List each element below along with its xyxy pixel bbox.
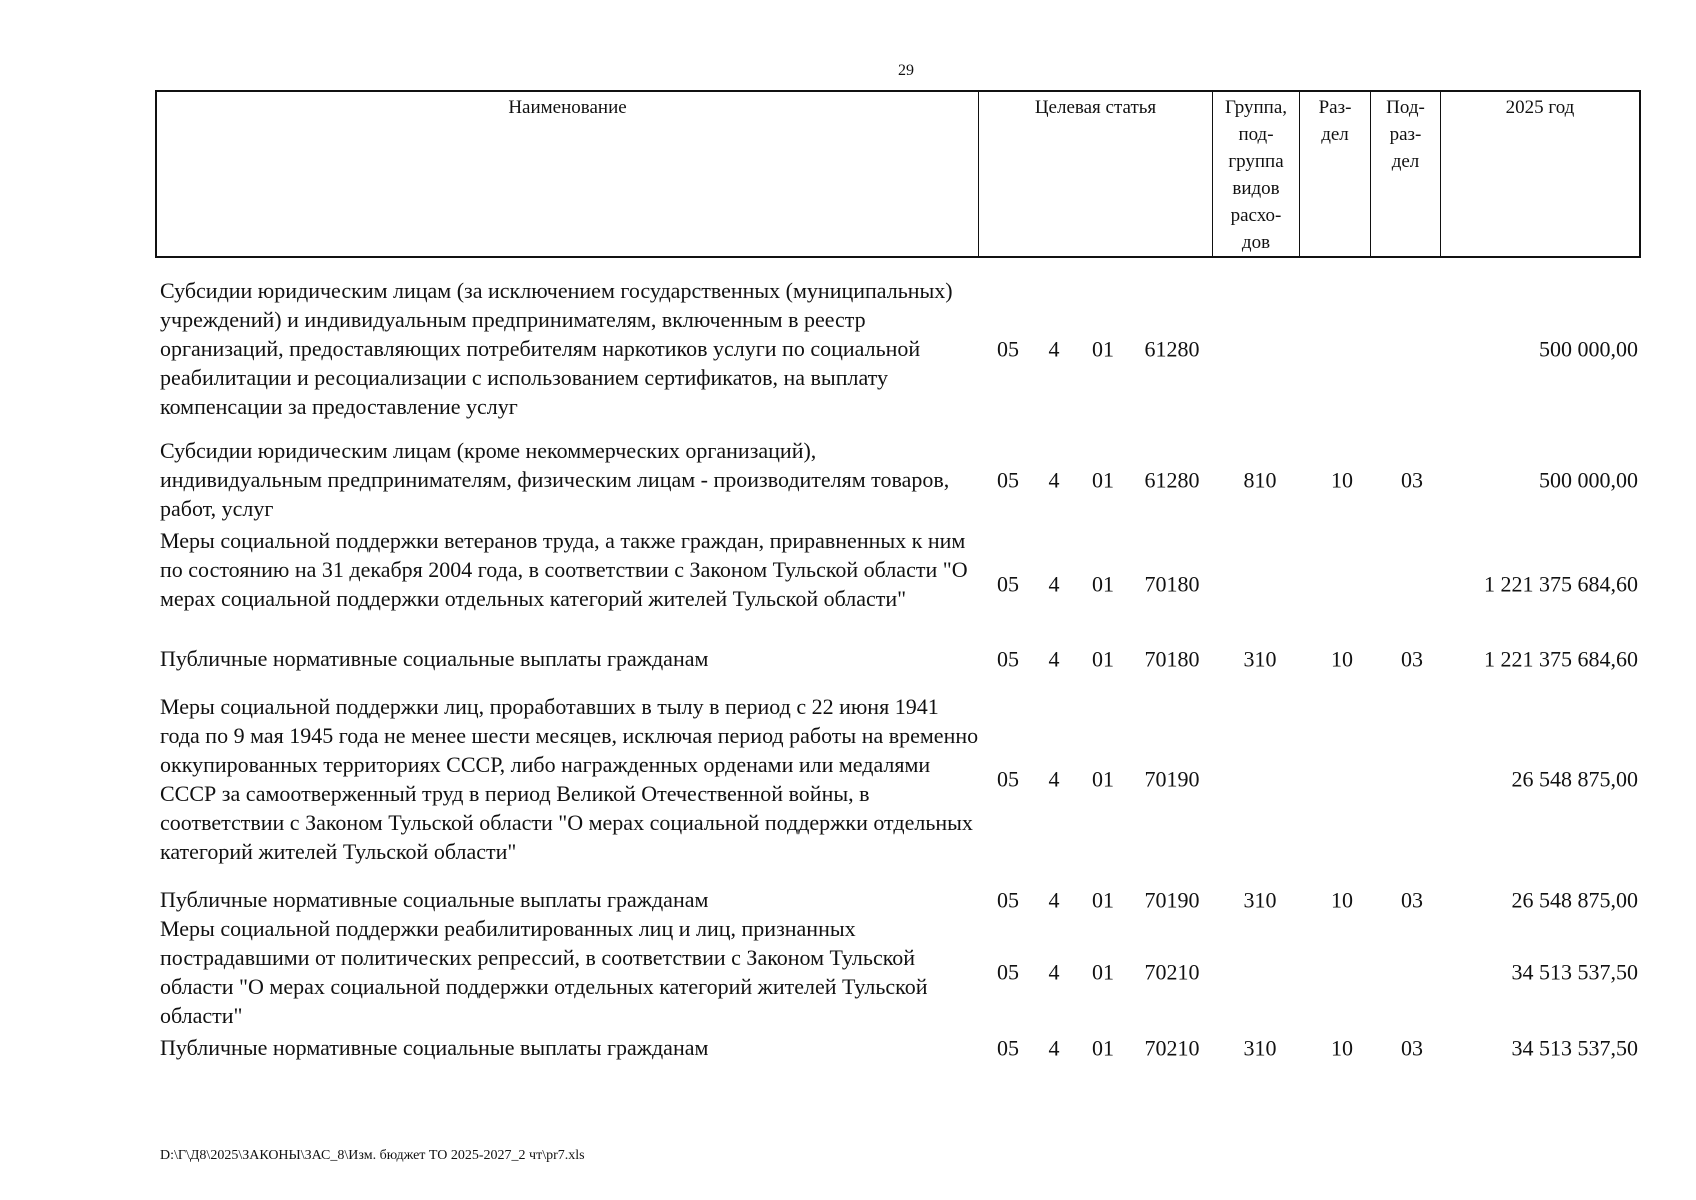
row-name: Меры социальной поддержки ветеранов труда, а также граждан, приравненных к ним по состоянию на 31 декабря 2004 года, в соответствии с Законом Тульской области "О мерах социальной поддержки отдельных категорий жителей Тульской области" [160,528,968,611]
row-group: 310 [1243,1035,1277,1060]
header-group-line: расхо- [1230,205,1282,226]
row-code-4: 70180 [1144,571,1200,597]
table-row [160,526,1640,642]
row-code-3: 01 [1092,467,1114,492]
header-target-article: Целевая статья [979,92,1213,256]
row-subsection: 03 [1401,646,1423,671]
row-code-1: 05 [997,766,1019,792]
row-code-1: 05 [997,467,1019,492]
row-amount: 26 548 875,00 [1511,766,1638,792]
row-name: Публичные нормативные социальные выплаты гражданам [160,646,709,671]
header-subsection-line: дел [1391,151,1420,172]
row-subsection: 03 [1401,1035,1423,1060]
header-section [1300,92,1371,256]
row-code-4: 70210 [1144,959,1200,985]
header-year: 2025 год [1505,97,1575,118]
row-code-4: 70210 [1144,1035,1200,1060]
row-amount: 34 513 537,50 [1511,1035,1638,1060]
table-row [160,692,1640,866]
row-code-1: 05 [997,887,1019,912]
row-code-2: 4 [1048,887,1060,912]
row-code-4: 70190 [1144,766,1200,792]
header-subsection-line: раз- [1389,124,1422,145]
row-code-1: 05 [997,959,1019,985]
header-group-line: Группа, [1224,97,1288,118]
file-path-footer: D:\Г\Д8\2025\ЗАКОНЫ\ЗАС_8\Изм. бюджет ТО 2025-2027_2 чт\pr7.xls [160,1148,585,1163]
row-code-2: 4 [1048,959,1060,985]
row-code-2: 4 [1048,571,1060,597]
header-subsection-line: Под- [1386,97,1425,118]
table-row [160,644,1640,673]
row-code-2: 4 [1048,336,1060,361]
row-code-2: 4 [1048,766,1060,792]
table-row [160,914,1640,1030]
header-subsection [1371,92,1441,256]
row-section: 10 [1331,646,1353,671]
header-group-line: видов [1232,178,1280,199]
row-name: Субсидии юридическим лицам (кроме некоммерческих организаций), индивидуальным предпринимателям, физическим лицам - производителям товаров, работ, услуг [160,438,950,521]
page-number: 29 [898,62,914,79]
header-section-line: Раз- [1318,97,1352,118]
row-code-4: 70180 [1144,646,1200,671]
row-section: 10 [1331,1035,1353,1060]
row-code-3: 01 [1092,646,1114,671]
row-code-3: 01 [1092,336,1114,361]
row-code-1: 05 [997,646,1019,671]
row-code-4: 61280 [1144,336,1200,361]
row-amount: 500 000,00 [1539,336,1638,361]
row-amount: 1 221 375 684,60 [1484,571,1638,597]
table-row [160,1033,1640,1062]
table-header [155,90,1641,258]
row-amount: 500 000,00 [1539,467,1638,492]
header-group-line: дов [1241,232,1271,253]
header-group [1213,92,1300,256]
row-code-1: 05 [997,1035,1019,1060]
row-group: 310 [1243,887,1277,912]
row-section: 10 [1331,467,1353,492]
row-name: Меры социальной поддержки лиц, проработавших в тылу в период с 22 июня 1941 года по 9 мая 1945 года не менее шести месяцев, исключая период работы на временно оккупированных территориях СССР, либо награжденных орденами или медалями СССР за самоотверженный труд в период Великой Отечественной войны, в соответствии с Законом Тульской области "О мерах социальной поддержки отдельных категорий жителей Тульской области" [160,694,979,864]
row-section: 10 [1331,887,1353,912]
header-group-line: группа [1228,151,1284,172]
row-subsection: 03 [1401,887,1423,912]
row-code-3: 01 [1092,766,1114,792]
row-group: 310 [1243,646,1277,671]
row-code-2: 4 [1048,1035,1060,1060]
row-name: Публичные нормативные социальные выплаты гражданам [160,887,709,912]
header-section-line: дел [1321,124,1349,145]
table-row [160,276,1640,421]
row-code-3: 01 [1092,959,1114,985]
row-subsection: 03 [1401,467,1423,492]
header-group-line: под- [1238,124,1274,145]
header-name: Наименование [157,92,979,256]
row-code-2: 4 [1048,646,1060,671]
row-amount: 26 548 875,00 [1511,887,1638,912]
table-row [160,436,1640,523]
row-code-1: 05 [997,336,1019,361]
row-name: Субсидии юридическим лицам (за исключением государственных (муниципальных) учреждений) и индивидуальным предпринимателям, включенным в реестр организаций, предоставляющих потребителям наркотиков услуги по социальной реабилитации и ресоциализации с использованием сертификатов, на выплату компенсации за предоставление услуг [160,278,953,419]
row-code-3: 01 [1092,1035,1114,1060]
row-name: Публичные нормативные социальные выплаты гражданам [160,1035,709,1060]
row-amount: 34 513 537,50 [1511,959,1638,985]
row-code-4: 70190 [1144,887,1200,912]
table-row [160,885,1640,914]
row-code-3: 01 [1092,887,1114,912]
row-code-4: 61280 [1144,467,1200,492]
row-code-2: 4 [1048,467,1060,492]
row-name: Меры социальной поддержки реабилитированных лиц и лиц, признанных пострадавшими от политических репрессий, в соответствии с Законом Тульской области "О мерах социальной поддержки отдельных категорий жителей Тульской области" [160,916,928,1028]
row-code-1: 05 [997,571,1019,597]
row-group: 810 [1243,467,1277,492]
row-code-3: 01 [1092,571,1114,597]
row-amount: 1 221 375 684,60 [1484,646,1638,671]
